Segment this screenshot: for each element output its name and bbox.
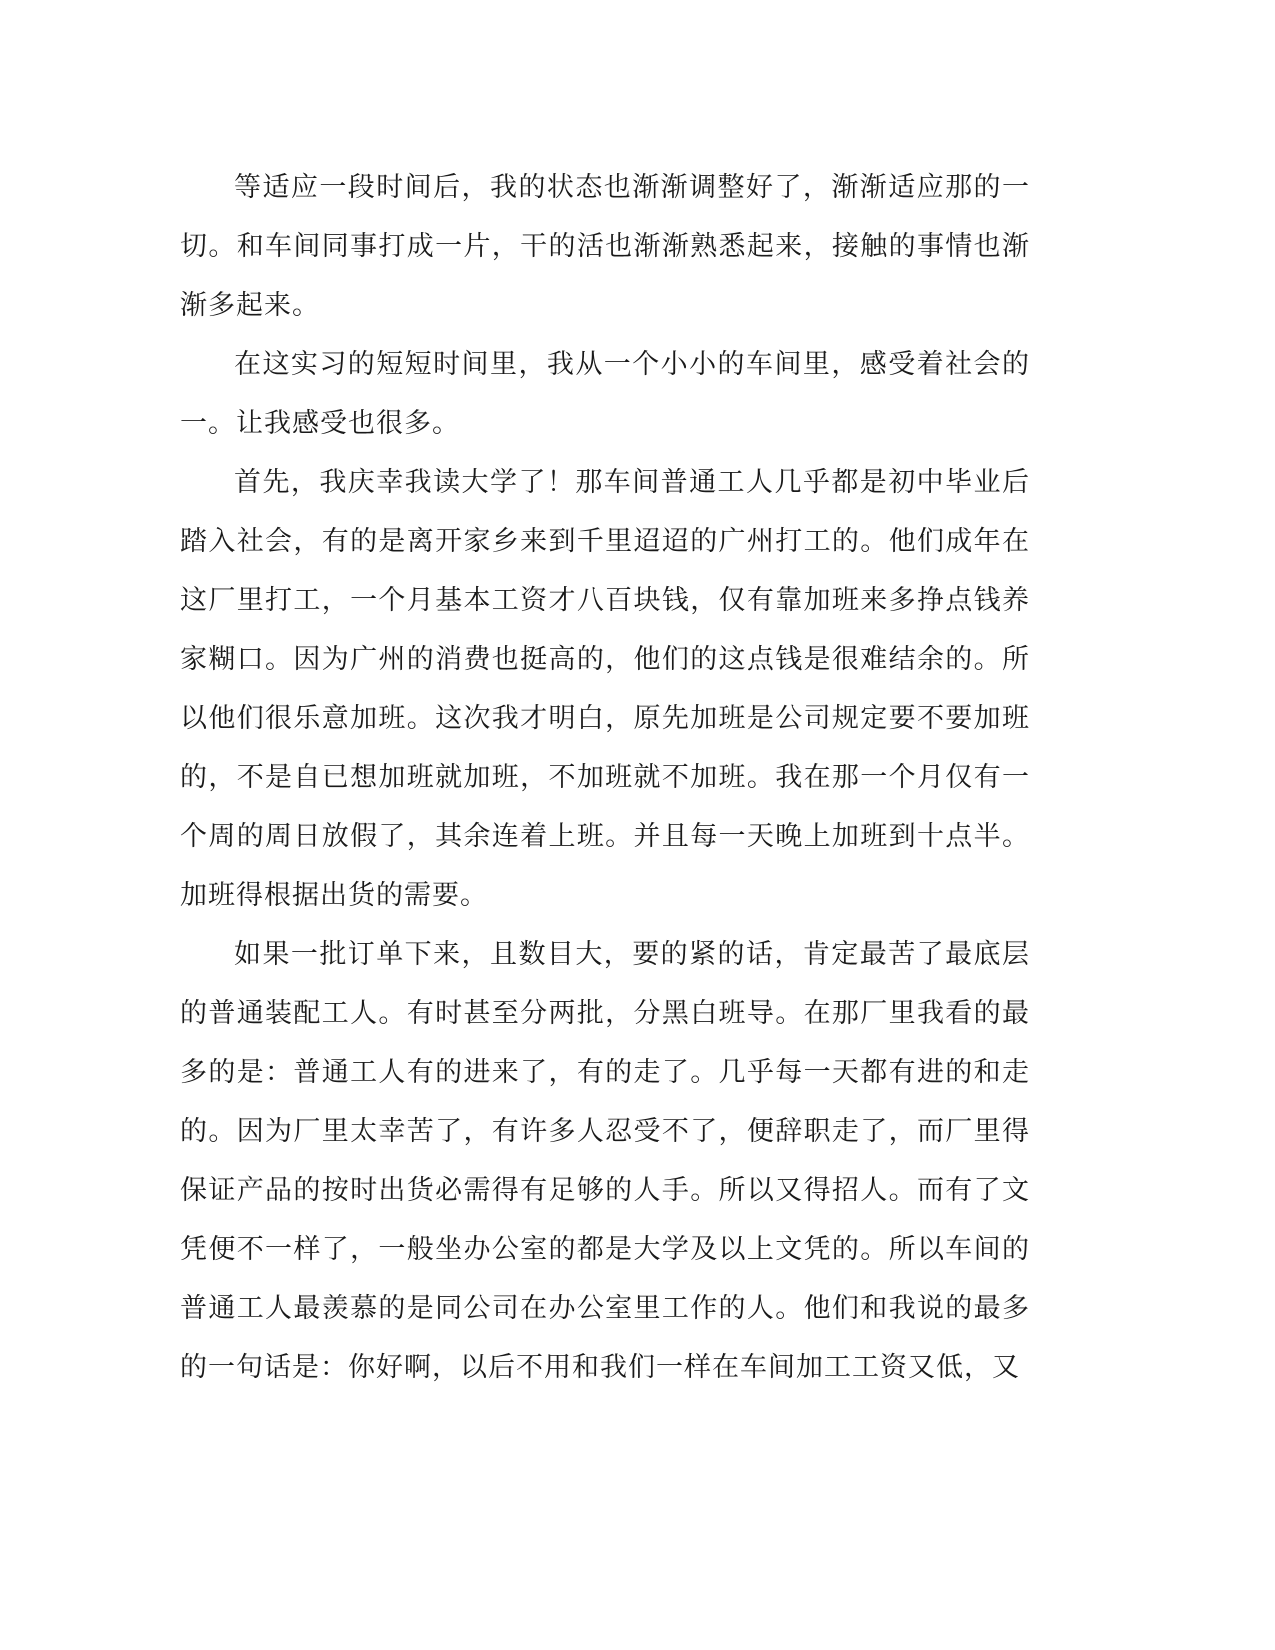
paragraph-2: 在这实习的短短时间里，我从一个小小的车间里，感受着社会的一。让我感受也很多。 xyxy=(180,349,1030,439)
body-text xyxy=(180,158,1030,1397)
paragraph-1: 等适应一段时间后，我的状态也渐渐调整好了，渐渐适应那的一切。和车间同事打成一片，干的活也渐渐熟悉起来，接触的事情也渐渐多起来。 xyxy=(180,172,1030,321)
paragraph-3: 首先，我庆幸我读大学了！那车间普通工人几乎都是初中毕业后踏入社会，有的是离开家乡来到千里迢迢的广州打工的。他们成年在这厂里打工，一个月基本工资才八百块钱，仅有靠加班来多挣点钱养家糊口。因为广州的消费也挺高的，他们的这点钱是很难结余的。所以他们很乐意加班。这次我才明白，原先加班是公司规定要不要加班的，不是自已想加班就加班，不加班就不加班。我在那一个月仅有一个周的周日放假了，其余连着上班。并且每一天晚上加班到十点半。加班得根据出货的需要。 xyxy=(180,467,1030,911)
paragraph-4: 如果一批订单下来，且数目大，要的紧的话，肯定最苦了最底层的普通装配工人。有时甚至分两批，分黑白班导。在那厂里我看的最多的是：普通工人有的进来了，有的走了。几乎每一天都有进的和走的。因为厂里太幸苦了，有许多人忍受不了，便辞职走了，而厂里得保证产品的按时出货必需得有足够的人手。所以又得招人。而有了文凭便不一样了，一般坐办公室的都是大学及以上文凭的。所以车间的普通工人最羡慕的是同公司在办公室里工作的人。他们和我说的最多的一句话是：你好啊，以后不用和我们一样在车间加工工资又低，又 xyxy=(180,939,1030,1383)
